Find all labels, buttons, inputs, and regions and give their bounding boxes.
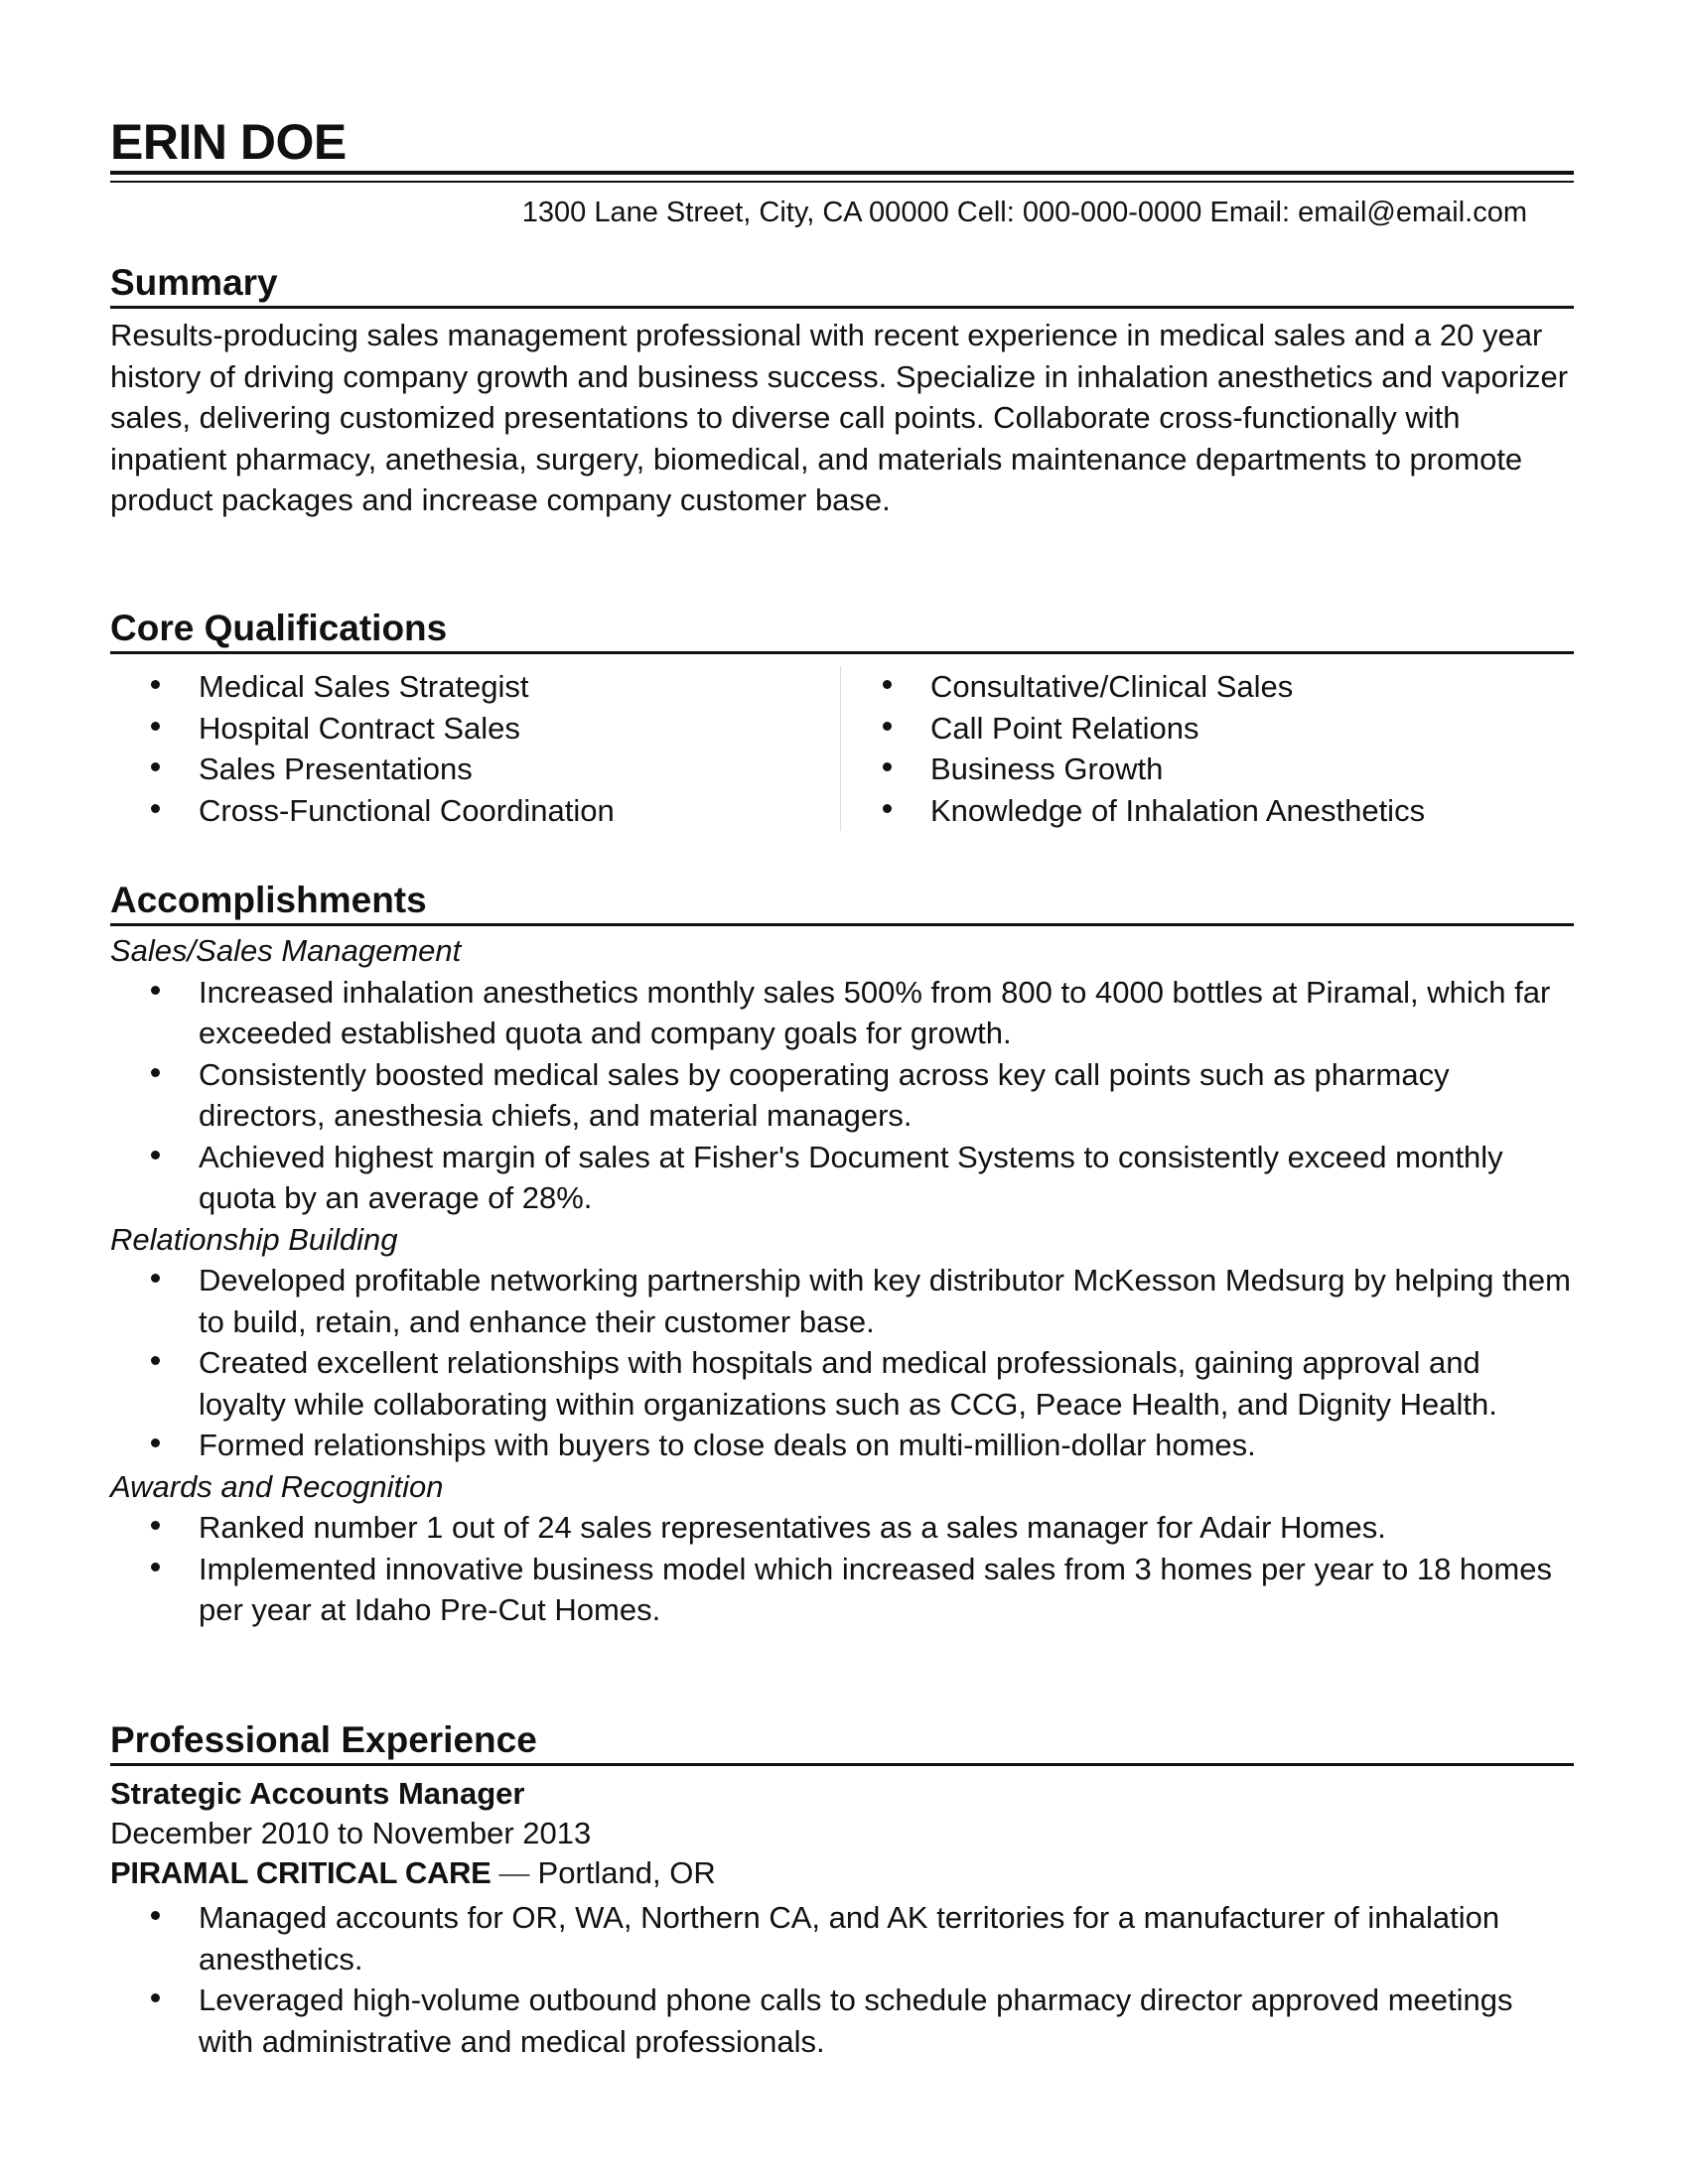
summary-text: Results-producing sales management professional with recent experience in medical sales and a 20 year history of driving company growth and business success. Specialize in inhalation anesthetics and vaporizer sales, delivering customized presentations to diverse call points. Collaborate cross-functionally with inpatient pharmacy, anethesia, surgery, biomedical, and materials maintenance departments to promote product packages and increase company customer base.: [110, 318, 1569, 517]
accomplishment-group-list: [110, 972, 1574, 1219]
list-item: Developed profitable networking partnership with key distributor McKesson Medsurg by helping them to build, retain, and enhance their customer base.: [110, 1260, 1574, 1342]
list-item: Medical Sales Strategist: [110, 666, 840, 708]
list-item: Ranked number 1 out of 24 sales representatives as a sales manager for Adair Homes.: [110, 1507, 1574, 1549]
accomplishments-section: [110, 878, 1574, 1631]
header-rule-thin: [110, 181, 1574, 183]
job-location: Portland, OR: [537, 1855, 716, 1890]
summary-title: Summary: [110, 260, 1574, 309]
list-item: Implemented innovative business model which increased sales from 3 homes per year to 18 homes per year at Idaho Pre-Cut Homes.: [110, 1549, 1574, 1631]
job-company-line: [110, 1853, 1574, 1893]
list-item: Consultative/Clinical Sales: [841, 666, 1425, 708]
list-item: Knowledge of Inhalation Anesthetics: [841, 790, 1425, 832]
list-item: Increased inhalation anesthetics monthly sales 500% from 800 to 4000 bottles at Piramal, which far exceeded established quota and company goals for growth.: [110, 972, 1574, 1054]
list-item: Created excellent relationships with hospitals and medical professionals, gaining approval and loyalty while collaborating within organizations such as CCG, Peace Health, and Dignity Health.: [110, 1342, 1574, 1425]
list-item: Call Point Relations: [841, 708, 1425, 750]
list-item: Hospital Contract Sales: [110, 708, 840, 750]
job-dates: December 2010 to November 2013: [110, 1816, 592, 1850]
list-item: Managed accounts for OR, WA, Northern CA, and AK territories for a manufacturer of inhalation anesthetics.: [110, 1897, 1574, 1979]
list-item: Leveraged high-volume outbound phone calls to schedule pharmacy director approved meetings with administrative and medical professionals.: [110, 1979, 1574, 2062]
list-item: Consistently boosted medical sales by cooperating across key call points such as pharmacy directors, anesthesia chiefs, and material managers.: [110, 1054, 1574, 1137]
accomplishments-title: Accomplishments: [110, 878, 1574, 926]
experience-title: Professional Experience: [110, 1717, 1574, 1766]
job-duties-list: [110, 1897, 1574, 2062]
candidate-name: ERIN DOE: [110, 114, 347, 170]
job-title: Strategic Accounts Manager: [110, 1776, 525, 1811]
accomplishment-group-list: [110, 1260, 1574, 1466]
contact-info: 1300 Lane Street, City, CA 00000 Cell: 000-000-0000 Email: email@email.com: [521, 197, 1527, 228]
list-item: Achieved highest margin of sales at Fisher's Document Systems to consistently exceed monthly quota by an average of 28%.: [110, 1137, 1574, 1219]
qualifications-columns: [110, 666, 1574, 831]
list-item: Sales Presentations: [110, 749, 840, 790]
summary-section: [110, 260, 1574, 521]
list-item: Formed relationships with buyers to close deals on multi-million-dollar homes.: [110, 1425, 1574, 1466]
qualifications-left-list: [110, 666, 841, 831]
accomplishment-group-heading: Relationship Building: [110, 1221, 398, 1257]
job-company: PIRAMAL CRITICAL CARE: [110, 1855, 492, 1890]
accomplishment-group-list: [110, 1507, 1574, 1631]
list-item: Cross-Functional Coordination: [110, 790, 840, 832]
qualifications-right-list: [841, 666, 1425, 831]
qualifications-section: [110, 606, 1574, 831]
qualifications-title: Core Qualifications: [110, 606, 1574, 654]
experience-section: [110, 1717, 1574, 2062]
company-separator: —: [498, 1855, 530, 1890]
accomplishment-group-heading: Sales/Sales Management: [110, 933, 462, 968]
accomplishment-group-heading: Awards and Recognition: [110, 1468, 444, 1504]
list-item: Business Growth: [841, 749, 1425, 790]
accomplishments-body: [110, 930, 1574, 1631]
header-rule-thick: [110, 171, 1574, 175]
